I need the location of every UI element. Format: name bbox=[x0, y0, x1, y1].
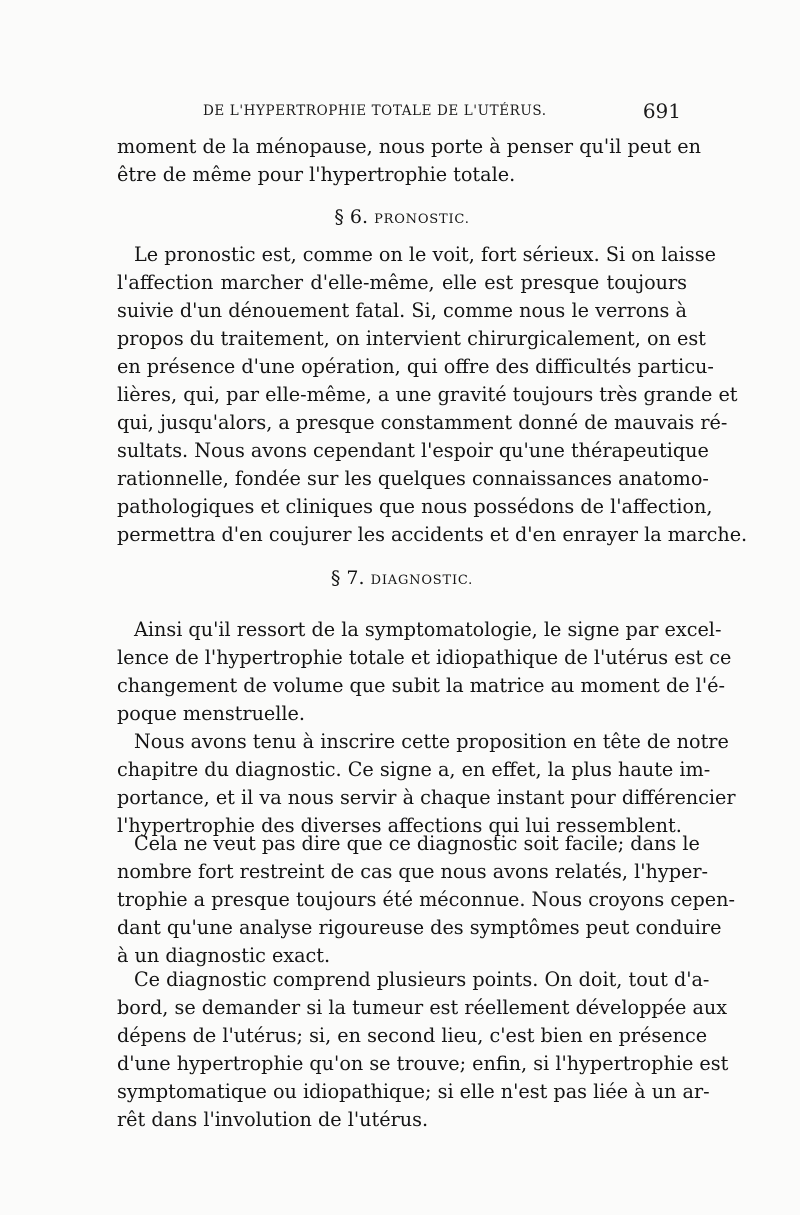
text-line: changement de volume que subit la matrice au moment de l'é- bbox=[117, 674, 725, 697]
section-heading-pronostic bbox=[117, 206, 687, 228]
text-line: être de même pour l'hypertrophie totale. bbox=[117, 163, 516, 186]
text-line: permettra d'en coujurer les accidents et d'en enrayer la marche. bbox=[117, 523, 748, 546]
text-line: à un diagnostic exact. bbox=[117, 944, 331, 967]
text-line: qui, jusqu'alors, a presque constamment donné de mauvais ré- bbox=[117, 411, 728, 434]
text-line: l'hypertrophie des diverses affections qui lui ressemblent. bbox=[117, 814, 682, 837]
text-line: suivie d'un dénouement fatal. Si, comme nous le verrons à bbox=[117, 299, 687, 322]
text-line: l'affection marcher d'elle-même, elle est presque toujours bbox=[117, 271, 687, 294]
text-line: Le pronostic est, comme on le voit, fort sérieux. Si on laisse bbox=[134, 243, 716, 266]
text-line: propos du traitement, on intervient chirurgicalement, on est bbox=[117, 327, 706, 350]
section-number: § 7. bbox=[330, 567, 365, 589]
text-line: Nous avons tenu à inscrire cette proposition en tête de notre bbox=[134, 730, 729, 753]
section-number: § 6. bbox=[334, 206, 369, 228]
text-line: en présence d'une opération, qui offre des difficultés particu- bbox=[117, 355, 714, 378]
running-head bbox=[117, 99, 687, 123]
text-line: portance, et il va nous servir à chaque instant pour différencier bbox=[117, 786, 736, 809]
page-number: 691 bbox=[642, 99, 681, 123]
text-line: bord, se demander si la tumeur est réellement développée aux bbox=[117, 996, 728, 1019]
text-line: pathologiques et cliniques que nous possédons de l'affection, bbox=[117, 495, 713, 518]
text-line: trophie a presque toujours été méconnue. Nous croyons cepen- bbox=[117, 888, 735, 911]
text-line: rationnelle, fondée sur les quelques connaissances anatomo- bbox=[117, 467, 709, 490]
text-line: dant qu'une analyse rigoureuse des symptômes peut conduire bbox=[117, 916, 722, 939]
running-title: DE L'HYPERTROPHIE TOTALE DE L'UTÉRUS. bbox=[203, 103, 547, 119]
text-line: d'une hypertrophie qu'on se trouve; enfin, si l'hypertrophie est bbox=[117, 1052, 729, 1075]
text-line: Cela ne veut pas dire que ce diagnostic soit facile; dans le bbox=[134, 832, 700, 855]
text-line: rêt dans l'involution de l'utérus. bbox=[117, 1108, 429, 1131]
text-line: chapitre du diagnostic. Ce signe a, en effet, la plus haute im- bbox=[117, 758, 711, 781]
text-line: nombre fort restreint de cas que nous avons relatés, l'hyper- bbox=[117, 860, 708, 883]
section-title: DIAGNOSTIC. bbox=[370, 573, 474, 588]
text-line: sultats. Nous avons cependant l'espoir qu'une thérapeutique bbox=[117, 439, 709, 462]
text-line: moment de la ménopause, nous porte à penser qu'il peut en bbox=[117, 135, 702, 158]
text-line: Ce diagnostic comprend plusieurs points. On doit, tout d'a- bbox=[134, 968, 710, 991]
section-title: PRONOSTIC. bbox=[374, 212, 470, 227]
text-line: Ainsi qu'il ressort de la symptomatologie, le signe par excel- bbox=[134, 618, 722, 641]
section-heading-diagnostic bbox=[117, 567, 687, 589]
text-line: dépens de l'utérus; si, en second lieu, c'est bien en présence bbox=[117, 1024, 708, 1047]
text-line: lières, qui, par elle-même, a une gravité toujours très grande et bbox=[117, 383, 738, 406]
text-line: symptomatique ou idiopathique; si elle n'est pas liée à un ar- bbox=[117, 1080, 710, 1103]
text-line: poque menstruelle. bbox=[117, 702, 306, 725]
text-line: lence de l'hypertrophie totale et idiopathique de l'utérus est ce bbox=[117, 646, 732, 669]
